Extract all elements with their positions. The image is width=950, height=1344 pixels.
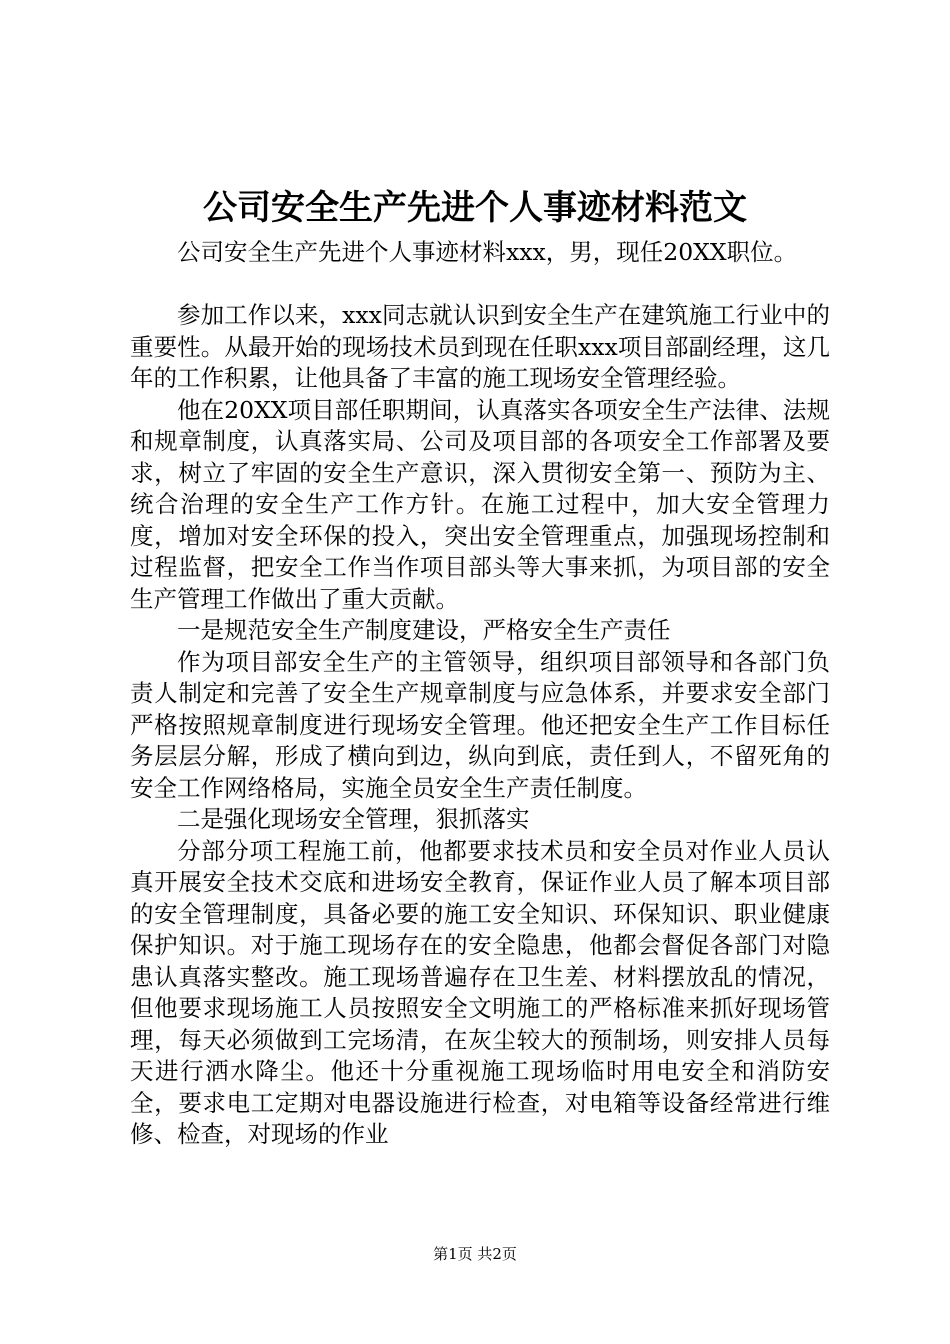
section-heading: 一是规范安全生产制度建设，严格安全生产责任 [177,616,671,644]
section-heading: 二是强化现场安全管理，狠抓落实 [177,805,530,833]
body-paragraph: 参加工作以来，xxx同志就认识到安全生产在建筑施工行业中的重要性。从最开始的现场技术员到现在任职xxx项目部副经理，这几年的工作积累，让他具备了丰富的施工现场安全管理经验。 [130,301,830,392]
body-paragraph: 分部分项工程施工前，他都要求技术员和安全员对作业人员认真开展安全技术交底和进场安全教育，保证作业人员了解本项目部的安全管理制度，具备必要的施工安全知识、环保知识、职业健康保护知识。对于施工现场存在的安全隐患，他都会督促各部门对隐患认真落实整改。施工现场普遍存在卫生差、材料摆放乱的情况，但他要求现场施工人员按照安全文明施工的严格标准来抓好现场管理，每天必须做到工完场清，在灰尘较大的预制场，则安排人员每天进行洒水降尘。他还十分重视施工现场临时用电安全和消防安全，要求电工定期对电器设施进行检查，对电箱等设备经常进行维修、检查，对现场的作业 [130,836,830,1148]
document-body [130,237,830,1151]
body-paragraph: 他在20XX项目部任职期间，认真落实各项安全生产法律、法规和规章制度，认真落实局、公司及项目部的各项安全工作部署及要求，树立了牢固的安全生产意识，深入贯彻安全第一、预防为主、统合治理的安全生产工作方针。在施工过程中，加大安全管理力度，增加对安全环保的投入，突出安全管理重点，加强现场控制和过程监督，把安全工作当作项目部头等大事来抓，为项目部的安全生产管理工作做出了重大贡献。 [130,395,830,613]
page-title: 公司安全生产先进个人事迹材料范文 [203,188,747,228]
body-paragraph: 作为项目部安全生产的主管领导，组织项目部领导和各部门负责人制定和完善了安全生产规章制度与应急体系，并要求安全部门严格按照规章制度进行现场安全管理。他还把安全生产工作目标任务层层分解，形成了横向到边，纵向到底，责任到人，不留死角的安全工作网络格局，实施全员安全生产责任制度。 [130,647,830,802]
page-number: 第1页 共2页 [433,1245,517,1263]
intro-paragraph: 公司安全生产先进个人事迹材料xxx，男，现任20XX职位。 [177,238,798,266]
